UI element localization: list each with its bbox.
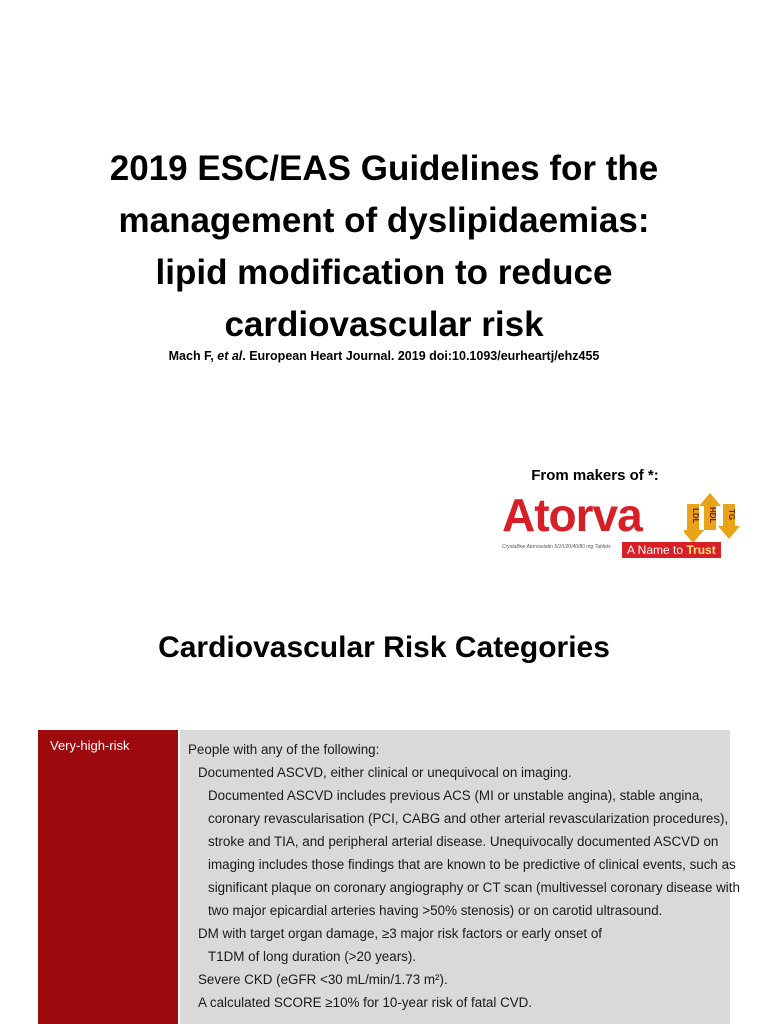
citation-etal: et al: [217, 349, 243, 363]
logo-wordmark: Atorva: [502, 489, 642, 541]
logo-small-print: Crystalline Atorvastatin 5/10/20/40/80 mg Tablets: [502, 544, 611, 550]
risk-category-description: [180, 730, 740, 1024]
arrow-label-ldl: LDL: [691, 508, 700, 524]
desc-line: two major epicardial arteries having >50% stenosis) or on carotid ultrasound.: [208, 903, 663, 918]
desc-line: DM with target organ damage, ≥3 major risk factors or early onset of: [198, 926, 603, 941]
title-line: 2019 ESC/EAS Guidelines for the: [109, 149, 659, 188]
desc-line: imaging includes those findings that are known to be predictive of clinical events, such as: [208, 857, 736, 872]
desc-line: significant plaque on coronary angiography or CT scan (multivessel coronary disease with: [208, 880, 740, 895]
desc-line: coronary revascularisation (PCI, CABG and other arterial revascularization procedures),: [208, 811, 729, 826]
from-makers-text: From makers of *:: [531, 467, 659, 484]
atorva-logo: [502, 489, 744, 562]
risk-category-table: [38, 730, 740, 1024]
title-line: management of dyslipidaemias:: [118, 201, 650, 240]
citation: [0, 349, 768, 363]
logo-tagline: [622, 542, 721, 558]
citation-author: Mach F,: [168, 349, 218, 363]
section-heading: Cardiovascular Risk Categories: [158, 631, 610, 664]
desc-line: Documented ASCVD, either clinical or unequivocal on imaging.: [198, 765, 572, 780]
desc-line: stroke and TIA, and peripheral arterial disease. Unequivocally documented ASCVD on: [208, 834, 719, 849]
tagline-prefix: A Name to: [627, 543, 687, 557]
arrow-label-hdl: HDL: [708, 507, 717, 524]
slide-title: [40, 143, 728, 351]
desc-line: Severe CKD (eGFR <30 mL/min/1.73 m²).: [198, 972, 448, 987]
desc-line: A calculated SCORE ≥10% for 10-year risk of fatal CVD.: [198, 995, 533, 1010]
citation-rest: . European Heart Journal. 2019 doi:10.1093/eurheartj/ehz455: [242, 349, 600, 363]
arrow-label-tg: TG: [727, 509, 736, 521]
hdl-up-arrow-head: [699, 493, 721, 506]
tagline-emphasis: Trust: [686, 543, 716, 557]
risk-category-label: Very-high-risk: [38, 730, 178, 1024]
desc-line: T1DM of long duration (>20 years).: [208, 949, 417, 964]
title-line: cardiovascular risk: [224, 305, 544, 344]
title-line: lipid modification to reduce: [155, 253, 613, 292]
desc-line: Documented ASCVD includes previous ACS (MI or unstable angina), stable angina,: [208, 788, 703, 803]
desc-line: People with any of the following:: [188, 742, 380, 757]
lipid-arrows-icon: [684, 492, 742, 544]
